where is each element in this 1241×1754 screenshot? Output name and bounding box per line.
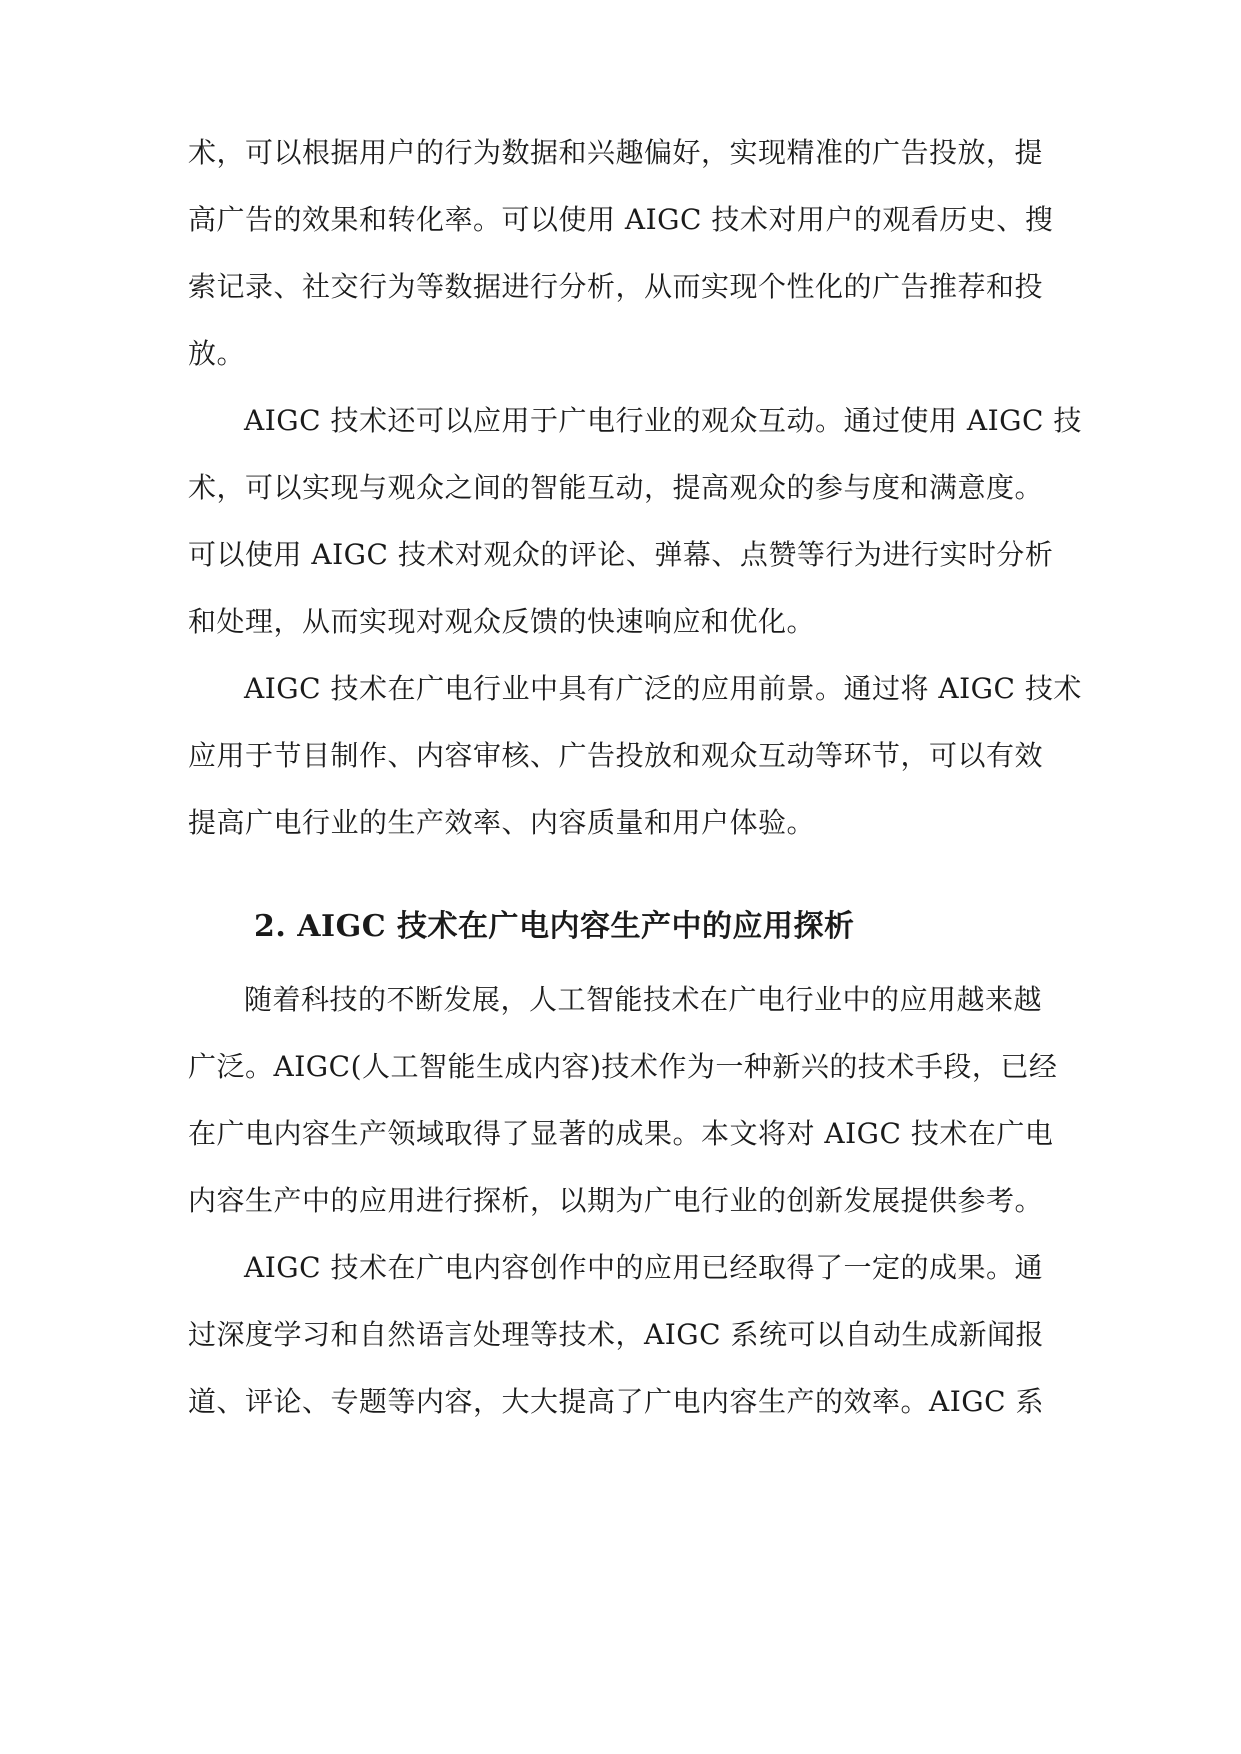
paragraph-3-line-3: 提高广电行业的生产效率、内容质量和用户体验。 [188, 806, 816, 839]
paragraph-2-line-2: 术，可以实现与观众之间的智能互动，提高观众的参与度和满意度。 [188, 471, 1044, 504]
section-paragraph-2-line-1: AIGC 技术在广电内容创作中的应用已经取得了一定的成果。通 [244, 1251, 1043, 1284]
section-paragraph-1-line-1: 随着科技的不断发展，人工智能技术在广电行业中的应用越来越 [244, 983, 1043, 1016]
section-paragraph-2-line-3: 道、评论、专题等内容，大大提高了广电内容生产的效率。AIGC 系 [188, 1385, 1044, 1418]
section-paragraph-1-line-4: 内容生产中的应用进行探析，以期为广电行业的创新发展提供参考。 [188, 1184, 1044, 1217]
paragraph-1-line-3: 索记录、社交行为等数据进行分析，从而实现个性化的广告推荐和投 [188, 270, 1044, 303]
paragraph-1-line-2: 高广告的效果和转化率。可以使用 AIGC 技术对用户的观看历史、搜 [188, 203, 1054, 236]
section-heading: 2. AIGC 技术在广电内容生产中的应用探析 [254, 909, 855, 944]
paragraph-2-line-4: 和处理，从而实现对观众反馈的快速响应和优化。 [188, 605, 816, 638]
paragraph-3-line-2: 应用于节目制作、内容审核、广告投放和观众互动等环节，可以有效 [188, 739, 1044, 772]
paragraph-3-line-1: AIGC 技术在广电行业中具有广泛的应用前景。通过将 AIGC 技术 [244, 672, 1082, 705]
section-paragraph-1-line-2: 广泛。AIGC(人工智能生成内容)技术作为一种新兴的技术手段，已经 [188, 1050, 1058, 1083]
section-paragraph-1-line-3: 在广电内容生产领域取得了显著的成果。本文将对 AIGC 技术在广电 [188, 1117, 1054, 1150]
paragraph-1-line-4: 放。 [188, 337, 246, 370]
section-paragraph-2-line-2: 过深度学习和自然语言处理等技术，AIGC 系统可以自动生成新闻报 [188, 1318, 1044, 1351]
paragraph-2-line-3: 可以使用 AIGC 技术对观众的评论、弹幕、点赞等行为进行实时分析 [188, 538, 1054, 571]
paragraph-1-line-1: 术，可以根据用户的行为数据和兴趣偏好，实现精准的广告投放，提 [188, 136, 1044, 169]
paragraph-2-line-1: AIGC 技术还可以应用于广电行业的观众互动。通过使用 AIGC 技 [244, 404, 1082, 437]
